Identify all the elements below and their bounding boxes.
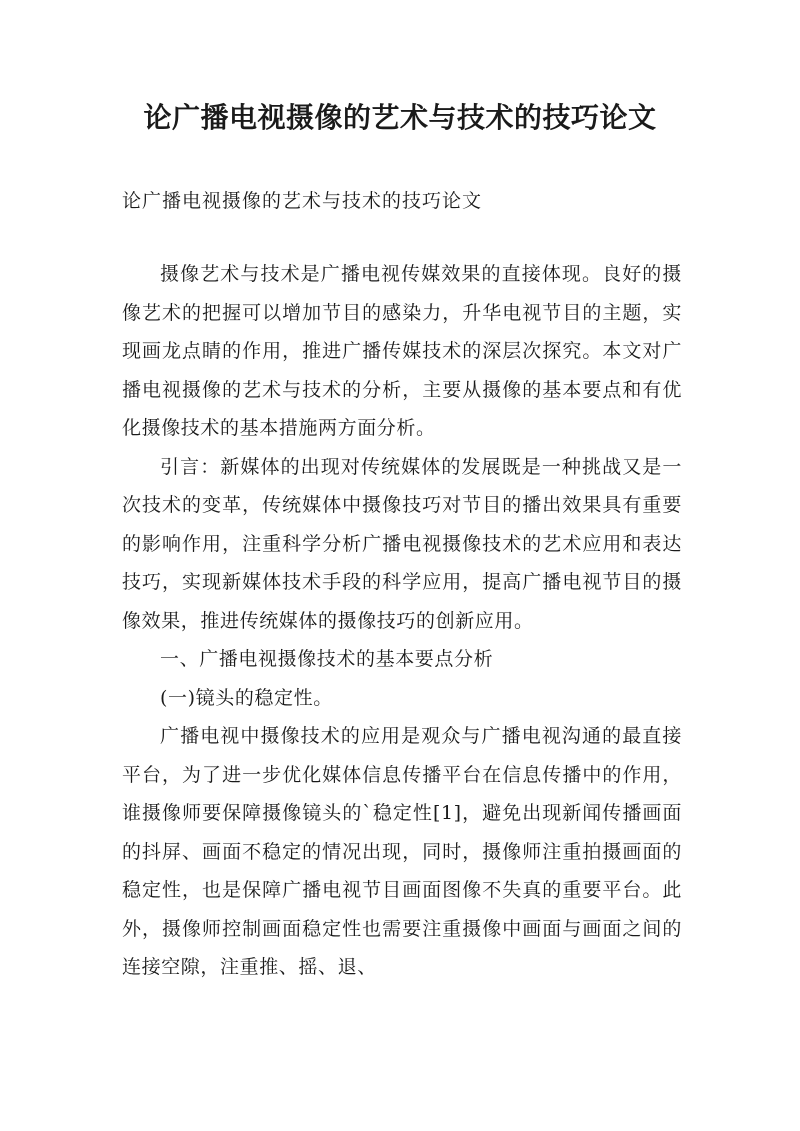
paragraph-abstract: 摄像艺术与技术是广播电视传媒效果的直接体现。良好的摄像艺术的把握可以增加节目的感染力，升华电视节目的主题，实现画龙点睛的作用，推进广播传媒技术的深层次探究。本文对广播电视摄像的艺术与技术的分析，主要从摄像的基本要点和有优化摄像技术的基本措施两方面分析。 xyxy=(122,263,682,439)
document-body xyxy=(122,255,682,987)
section-heading: 一、广播电视摄像技术的基本要点分析 xyxy=(160,648,494,670)
document-subtitle: 论广播电视摄像的艺术与技术的技巧论文 xyxy=(122,190,483,212)
paragraph-body: 广播电视中摄像技术的应用是观众与广播电视沟通的最直接平台，为了进一步优化媒体信息传播平台在信息传播中的作用，谁摄像师要保障摄像镜头的`稳定性[1]，避免出现新闻传播画面的抖屏、画面不稳定的情况出现，同时，摄像师注重拍摄画面的稳定性，也是保障广播电视节目画面图像不失真的重要平台。此外，摄像师控制画面稳定性也需要注重摄像中画面与画面之间的连接空隙，注重推、摇、退、 xyxy=(122,725,682,978)
subsection-heading: (一)镜头的稳定性。 xyxy=(160,686,333,709)
paragraph-introduction: 引言：新媒体的出现对传统媒体的发展既是一种挑战又是一次技术的变革，传统媒体中摄像技巧对节目的播出效果具有重要的影响作用，注重科学分析广播电视摄像技术的艺术应用和表达技巧，实现新媒体技术手段的科学应用，提高广播电视节目的摄像效果，推进传统媒体的摄像技巧的创新应用。 xyxy=(122,455,682,632)
document-title: 论广播电视摄像的艺术与技术的技巧论文 xyxy=(143,101,657,134)
